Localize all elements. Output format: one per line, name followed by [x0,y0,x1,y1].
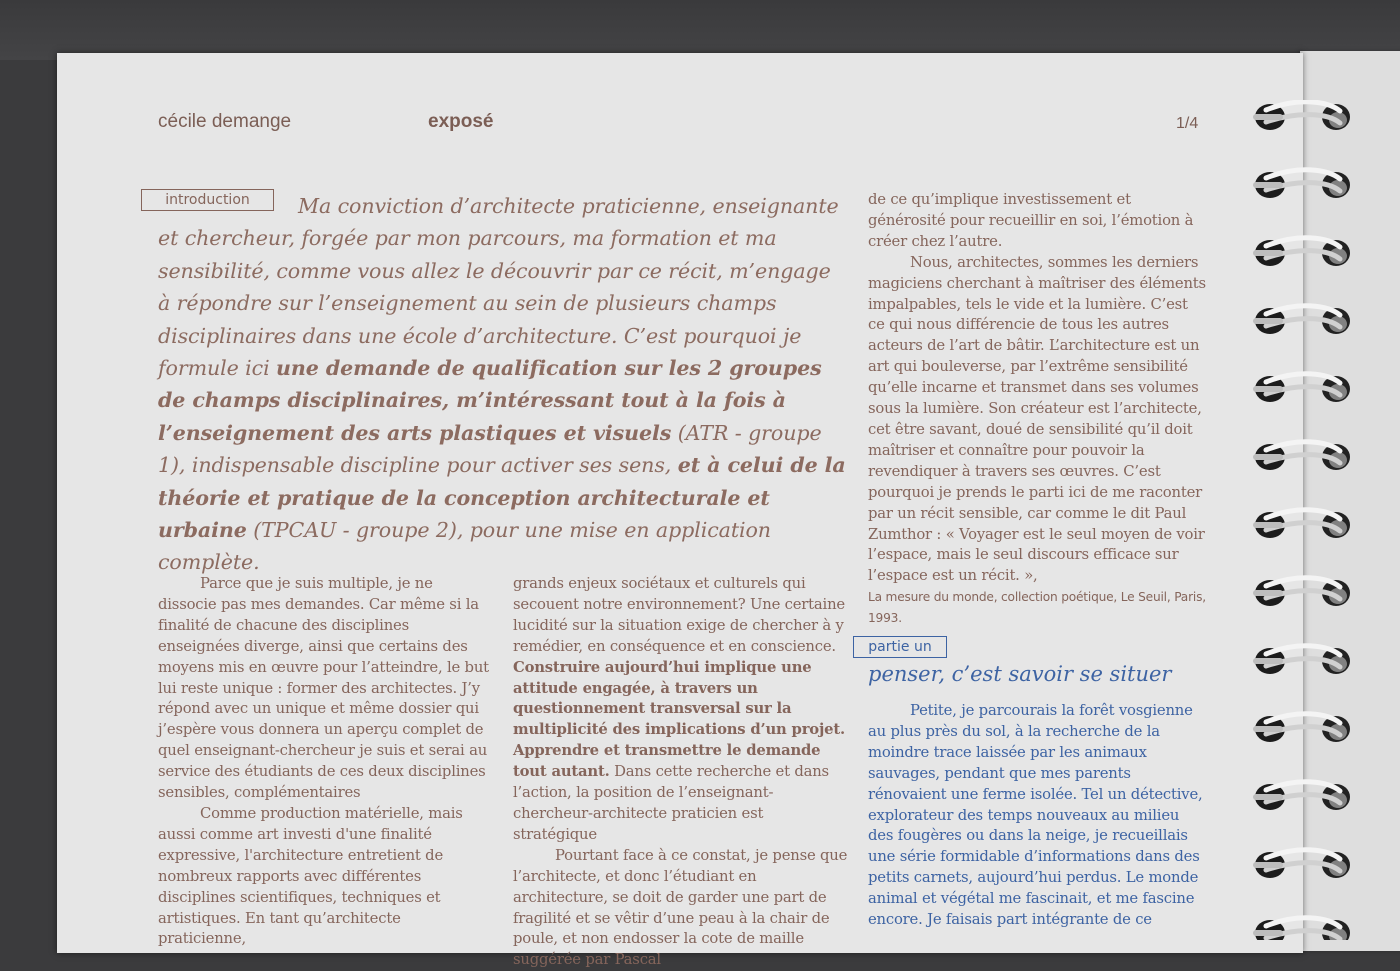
column-middle-paragraph-1: grands enjeux sociétaux et culturels qui secouent notre environnement? Une certaine lucidité sur la situation exige de chercher à y remédier, en conséquence et en conscience. Construire aujourd’hui implique une attitude engagée, à travers un questionnement transversal sur la multiplicité des implications d’un projet. Apprendre et transmettre le demande tout autant. Dans cette recherche et dans l’action, la position de l’enseignant-chercheur-architecte praticien est stratégique [513,575,845,843]
part-one-text [868,701,1206,931]
binding-ring [1253,850,1350,878]
column-right-paragraph-1: de ce qu’implique investissement et générosité pour recueillir en soi, l’émotion à créer chez l’autre. [868,191,1194,250]
part-one-label: partie un [853,636,947,658]
column-right [868,190,1206,629]
introduction-text: Ma conviction d’architecte praticienne, enseignante et chercheur, forgée par mon parcours, ma formation et ma sensibilité, comme vous allez le découvrir par ce récit, m’engage à répondre sur l’enseignement au sein de plusieurs champs disciplinaires dans une école d’architecture. C’est pourquoi je formule ici une demande de qualification sur les 2 groupes de champs disciplinaires, m’intéressant tout à la fois à l’enseignement des arts plastiques et visuels (ATR - groupe 1), indispensable discipline pour activer ses sens, et à celui de la théorie et pratique de la conception architecturale et urbaine (TPCAU - groupe 2), pour une mise en application complète. [158,194,846,575]
binding-ring [1253,578,1350,606]
column-right-paragraph-2: Nous, architectes, sommes les derniers magiciens cherchant à maîtriser des éléments impalpables, tels le vide et la lumière. C’est ce qui nous différencie de tous les autres acteurs de l’art de bâtir. L’architecture est un art qui bouleverse, par l’extrême sensibilité qu’elle incarne et transmet dans ses volumes sous la lumière. Son créateur est l’architecte, cet être savant, doué de sensibilité qu’il doit maîtriser et connaître pour pouvoir la revendiquer à travers ses œuvres. C’est pourquoi je prends le parti ici de me raconter par un récit sensible, car comme le dit Paul Zumthor : « Voyager est le seul moyen de voir l’espace, mais le seul discours efficace sur l’espace est un récit. », [868,253,1206,585]
spiral-binding [1248,100,1358,940]
binding-ring [1253,918,1350,940]
column-left [158,574,490,950]
desk-background [0,0,1400,60]
binding-ring [1253,170,1350,198]
binding-ring [1253,646,1350,674]
column-middle [513,574,848,971]
header-doc-type: exposé [428,111,494,132]
binding-ring [1253,782,1350,810]
header-author: cécile demange [158,111,292,132]
binding-ring [1253,510,1350,538]
binding-ring [1253,238,1350,266]
binding-ring [1253,102,1350,130]
part-one-title: penser, c’est savoir se situer [868,662,1172,686]
header-page-number: 1/4 [1176,115,1199,132]
column-left-paragraph-2: Comme production matérielle, mais aussi comme art investi d'une finalité expressive, l'architecture entretient de nombreux rapports avec différentes disciplines scientifiques, techniques et artistiques. En tant qu’architecte praticienne, [158,804,463,948]
column-middle-paragraph-2: Pourtant face à ce constat, je pense que l’architecte, et donc l’étudiant en architecture, se doit de garder une part de fragilité et se vêtir d’une peau à la chair de poule, et non endosser la cote de maille suggérée par Pascal [513,846,848,969]
binding-ring [1253,714,1350,742]
binding-ring [1253,306,1350,334]
binding-ring [1253,442,1350,470]
binding-ring [1253,374,1350,402]
quote-source: La mesure du monde, collection poétique, Le Seuil, Paris, 1993. [868,590,1206,626]
column-left-paragraph-1: Parce que je suis multiple, je ne dissocie pas mes demandes. Car même si la finalité de chacune des disciplines enseignées diverge, ainsi que certains des moyens mis en œuvre pour l’atteindre, le but lui reste unique : former des architectes. J’y répond avec un unique et même dossier qui j’espère vous donnera un aperçu complet de quel enseignant-chercheur je suis et serai au service des étudiants de ces deux disciplines sensibles, complémentaires [158,575,489,802]
part-one-paragraph-1: Petite, je parcourais la forêt vosgienne au plus près du sol, à la recherche de la moindre trace laissée par les animaux sauvages, pendant que mes parents rénovaient une ferme isolée. Tel un détective, explorateur des temps nouveaux au milieu des fougères ou dans la neige, je recueillais une série formidable d’informations dans des petits carnets, aujourd’hui perdus. Le monde animal et végétal me fascinait, et me fascine encore. Je faisais part intégrante de ce [868,702,1203,929]
introduction-label: introduction [141,189,274,211]
